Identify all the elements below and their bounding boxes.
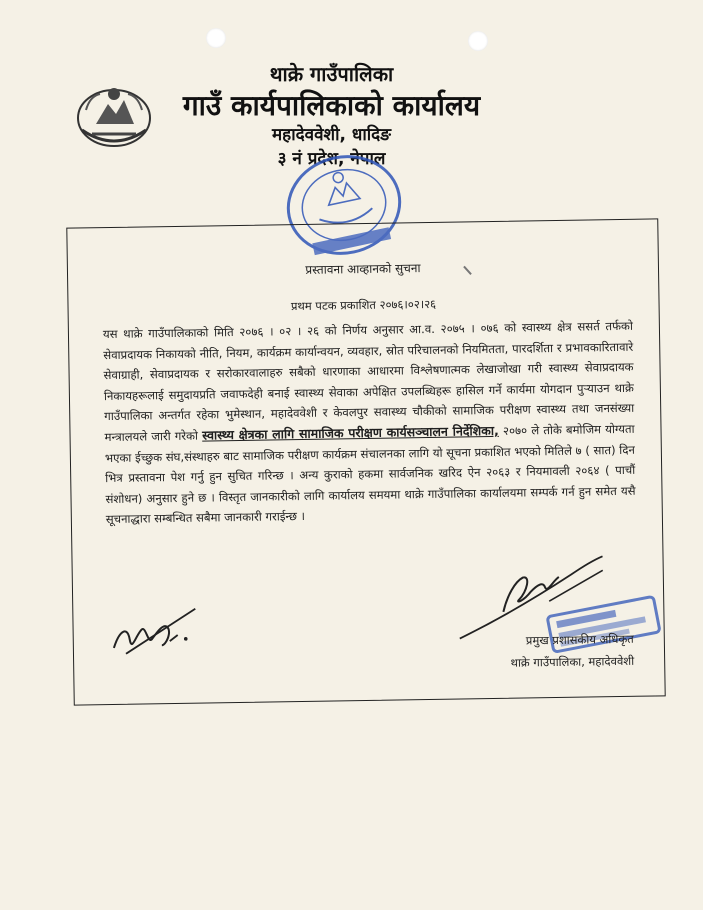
signoff-office: थाक्रे गाउँपालिका, महादेववेशी xyxy=(510,653,635,670)
province-line: ३ नं प्रदेश, नेपाल xyxy=(277,149,386,169)
notice-title: प्रस्तावना आव्हानको सुचना xyxy=(305,261,421,277)
notice-box xyxy=(66,218,665,705)
office-location: महादेववेशी, धादिङ xyxy=(272,125,391,145)
punch-hole-right xyxy=(468,31,488,51)
municipality-name: थाक्रे गाउँपालिका xyxy=(269,62,394,86)
signoff-title: प्रमुख प्रशासकीय अधिकृत xyxy=(525,631,634,648)
directive-title: स्वास्थ्य क्षेत्रका लागि सामाजिक परीक्षण कार्यसञ्चालन निर्देशिका, xyxy=(202,422,499,443)
signature-left-icon xyxy=(105,595,206,667)
office-title: गाउँ कार्यपालिकाको कार्यालय xyxy=(182,89,481,122)
body-text-part1: यस थाक्रे गाउँपालिकाको मिति २०७६ । ०२ । २६ को निर्णय अनुसार आ.व. २०७५ । ०७६ को स्वास्थ्य क्षेत्र ससर्त तर्फको सेवाप्रदायक निकायको नीति, नियम, कार्यक्रम कार्यान्वयन, व्यवहार, स्रोत परिचालनको नियमितता, पारदर्शिता र प्रभावकारितावारे सेवाग्राही, सेवाप्रदायक र सरोकारवालाहरु सबैको धारणाका आधारमा विश्लेषणात्मक लेखाजोखा गरी स्वास्थ्य सेवाप्रदायक निकायहरूलाई समुदायप्रति जवाफदेही बनाई स्वास्थ्य सेवाका अपेक्षित उपलब्धिहरू हासिल गर्ने कार्यमा योगदान पुऱ्याउन थाक्रे गाउँपालिका अन्तर्गत रहेका भुमेस्थान, महादेववेशी र केवलपुर सवास्थ्य चौकीको सामाजिक परीक्षण स्वास्थ्य तथा जनसंख्या मन्त्रालयले जारी गरेको xyxy=(102,318,635,445)
body-text-part2: २०७० ले तोके बमोजिम योग्यता भएका ईच्छुक संघ,संस्थाहरु बाट सामाजिक परीक्षण कार्यक्रम संचालनका लागि यो सूचना प्रकाशित भएको मितिले ७ ( सात) दिन भित्र प्रस्तावना पेश गर्नु हुन सुचित गरिन्छ । अन्य कुराको हकमा सार्वजनिक खरिद ऐन २०६३ र नियमावली २०६४ ( पाचौं संशोधन) अनुसार हुने छ । विस्तृत जानकारीको लागि कार्यालय समयमा थाक्रे गाउँपालिका कार्यालयमा सम्पर्क गर्न हुन समेत यसै सूचनाद्धारा सम्बन्धित सबैमा जानकारी गराईन्छ । xyxy=(104,421,636,527)
publication-date: प्रथम पटक प्रकाशित २०७६।०२।२६ xyxy=(290,296,437,314)
punch-hole-left xyxy=(206,28,226,48)
signoff-block xyxy=(434,628,635,675)
notice-body xyxy=(103,316,636,530)
